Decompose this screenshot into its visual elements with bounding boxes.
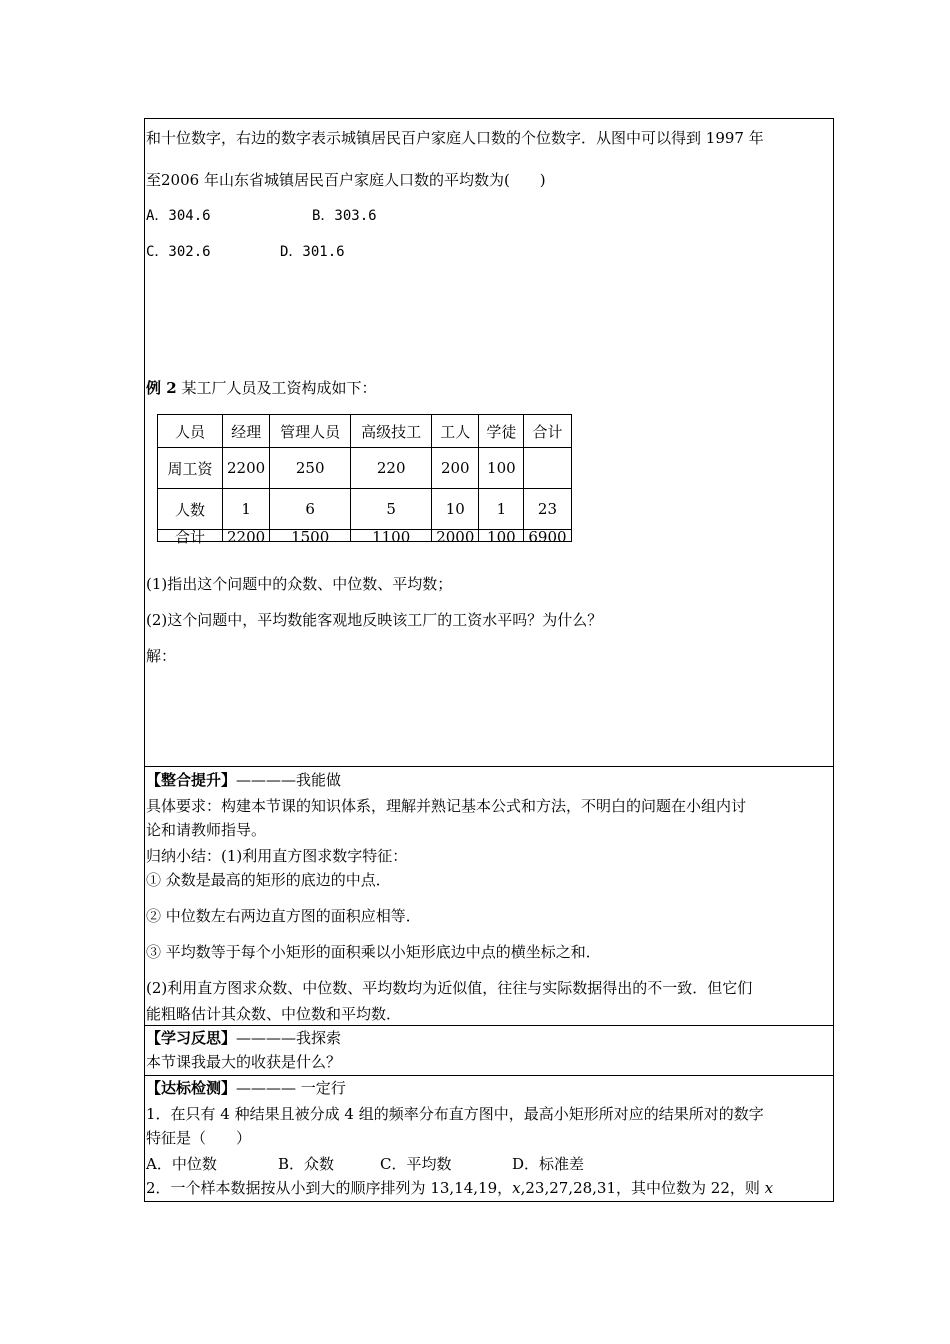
option-a: A．304.6 xyxy=(146,208,211,224)
table-cell: 1 xyxy=(479,489,524,530)
q2-variable: x xyxy=(512,1179,521,1197)
cell-text: 合计 xyxy=(174,528,205,546)
section-divider xyxy=(144,766,834,767)
table-cell xyxy=(479,528,524,546)
table-cell: 100 xyxy=(479,448,524,489)
integrate-title: 【整合提升】 xyxy=(146,771,237,789)
cell-text: 6900 xyxy=(528,528,567,546)
reflect-title: 【学习反思】 xyxy=(146,1029,237,1047)
example-2-label: 例 2 xyxy=(146,379,177,397)
cell-text: 2200 xyxy=(227,528,266,546)
table-row xyxy=(158,415,572,448)
integrate-title-suffix: ————我能做 xyxy=(236,771,342,789)
summary-point-3: ③ 平均数等于每个小矩形的面积乘以小矩形底边中点的横坐标之和． xyxy=(146,943,601,961)
table-cell: 2200 xyxy=(223,448,270,489)
table-cell: 200 xyxy=(432,448,479,489)
table-cell xyxy=(524,448,571,489)
check-q1-option-b: B．众数 xyxy=(278,1155,335,1173)
cell-text: 1500 xyxy=(291,528,330,546)
table-cell: 250 xyxy=(270,448,351,489)
check-q1-option-c: C．平均数 xyxy=(380,1155,452,1173)
table-cell xyxy=(524,528,571,546)
q2-text-pre: 2．一个样本数据按从小到大的顺序排列为 13,14,19， xyxy=(146,1179,513,1197)
summary-point-4-line-1: (2)利用直方图求众数、中位数、平均数均为近似值，往往与实际数据得出的不一致．但它们 xyxy=(146,979,753,997)
q2-text-mid: ,23,27,28,31，其中位数为 22，则 xyxy=(520,1179,765,1197)
summary-point-2: ② 中位数左右两边直方图的面积应相等． xyxy=(146,907,421,925)
section-divider xyxy=(144,1075,834,1076)
option-c: C．302.6 xyxy=(146,244,211,260)
reflect-title-suffix: ————我探索 xyxy=(236,1029,342,1047)
integrate-heading xyxy=(146,770,341,790)
table-cell: 周工资 xyxy=(158,448,223,489)
table-cell: 高级技工 xyxy=(351,415,432,448)
table-cell xyxy=(351,528,432,546)
check-q2-line-1 xyxy=(146,1178,773,1198)
cell-text: 2000 xyxy=(436,528,475,546)
table-cell: 工人 xyxy=(432,415,479,448)
check-q1-option-d: D．标准差 xyxy=(512,1155,585,1173)
table-cell: 23 xyxy=(524,489,571,530)
table-row xyxy=(158,530,572,542)
check-q1-line-2: 特征是（ ） xyxy=(146,1129,252,1147)
question-text-line-1: 和十位数字，右边的数字表示城镇居民百户家庭人口数的个位数字．从图中可以得到 1997 年 xyxy=(146,129,764,147)
table-cell: 1 xyxy=(223,489,270,530)
requirement-line-2: 论和请教师指导。 xyxy=(146,821,267,839)
table-cell: 人数 xyxy=(158,489,223,530)
example-2-q2: (2)这个问题中，平均数能客观地反映该工厂的工资水平吗？为什么？ xyxy=(146,611,603,629)
table-cell xyxy=(432,528,479,546)
table-cell: 经理 xyxy=(223,415,270,448)
table-cell: 管理人员 xyxy=(270,415,351,448)
answer-label: 解： xyxy=(146,647,177,665)
table-row xyxy=(158,489,572,530)
table-row xyxy=(158,448,572,489)
check-q1-option-a: A．中位数 xyxy=(146,1155,217,1173)
table-cell: 10 xyxy=(432,489,479,530)
option-b: B．303.6 xyxy=(312,208,377,224)
example-2-q1: (1)指出这个问题中的众数、中位数、平均数； xyxy=(146,575,453,593)
table-cell: 学徒 xyxy=(479,415,524,448)
table-cell xyxy=(223,528,270,546)
check-title: 【达标检测】 xyxy=(146,1079,237,1097)
cell-text: 1100 xyxy=(372,528,411,546)
reflect-heading xyxy=(146,1028,341,1048)
check-heading xyxy=(146,1078,346,1098)
table-cell xyxy=(158,528,223,546)
summary-heading: 归纳小结：(1)利用直方图求数字特征： xyxy=(146,847,408,865)
example-2-heading xyxy=(146,378,376,398)
table-cell: 6 xyxy=(270,489,351,530)
option-d: D．301.6 xyxy=(280,244,345,260)
summary-point-1: ① 众数是最高的矩形的底边的中点． xyxy=(146,871,391,889)
table-cell: 220 xyxy=(351,448,432,489)
reflect-question: 本节课我最大的收获是什么？ xyxy=(146,1053,342,1071)
wage-table xyxy=(157,414,572,546)
cell-text: 100 xyxy=(487,528,516,546)
question-text-line-2: 至2006 年山东省城镇居民百户家庭人口数的平均数为( ) xyxy=(146,171,546,189)
q2-variable: x xyxy=(764,1179,774,1197)
requirement-line-1: 具体要求：构建本节课的知识体系，理解并熟记基本公式和方法，不明白的问题在小组内讨 xyxy=(146,797,747,815)
section-divider xyxy=(144,1025,834,1026)
summary-point-4-line-2: 能粗略估计其众数、中位数和平均数． xyxy=(146,1005,402,1023)
example-2-text: 某工厂人员及工资构成如下： xyxy=(176,379,377,397)
table-cell: 合计 xyxy=(524,415,571,448)
check-q1-line-1: 1．在只有 4 种结果且被分成 4 组的频率分布直方图中，最高小矩形所对应的结果所对的数字 xyxy=(146,1105,764,1123)
table-cell: 5 xyxy=(351,489,432,530)
table-cell: 人员 xyxy=(158,415,223,448)
table-cell xyxy=(270,528,351,546)
check-title-suffix: ———— 一定行 xyxy=(236,1079,346,1097)
